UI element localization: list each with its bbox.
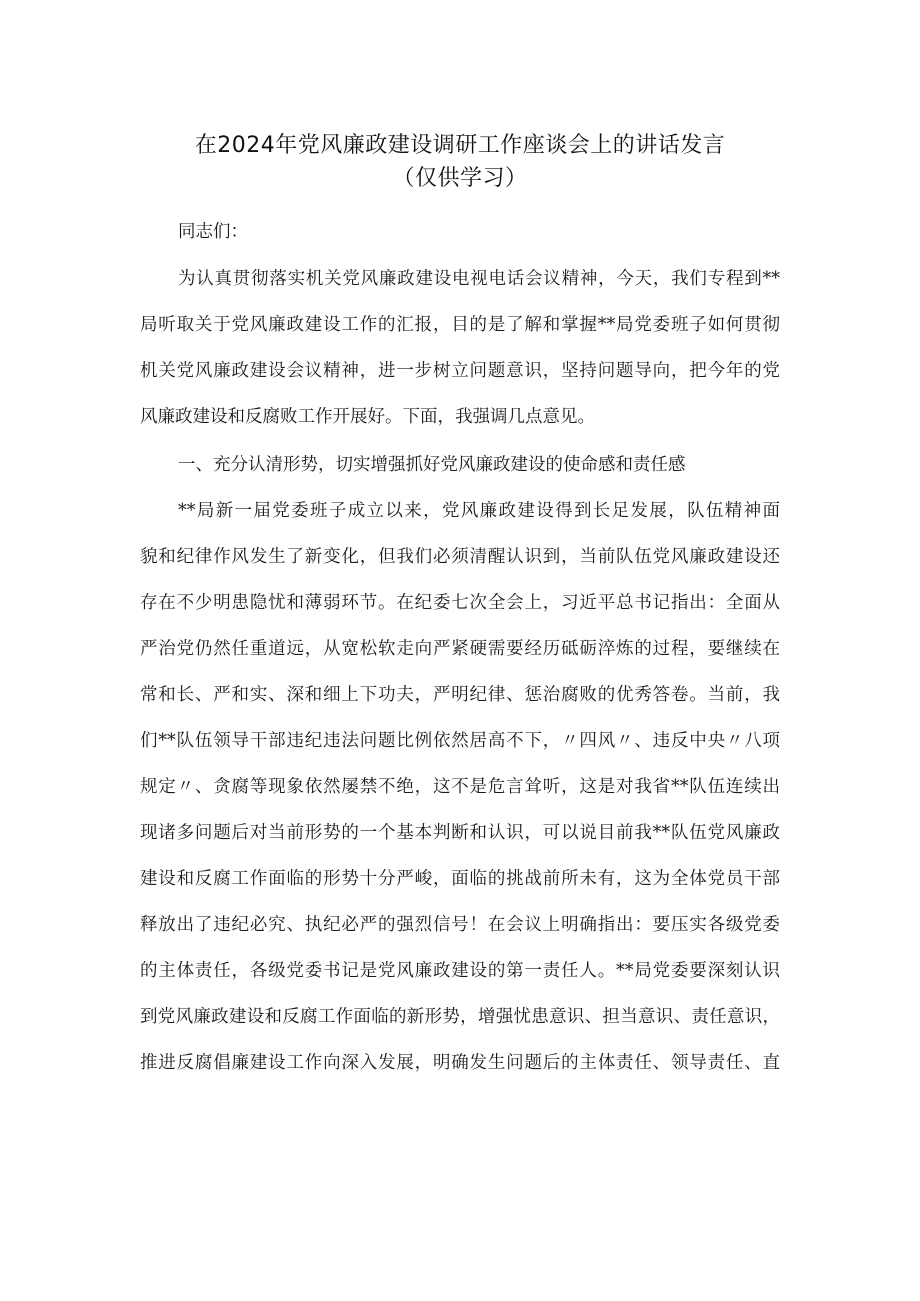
- document-title: 在2024年党风廉政建设调研工作座谈会上的讲话发言: [194, 133, 726, 158]
- text-line: 机关党风廉政建设会议精神，进一步树立问题意识，坚持问题导向，把今年的党: [140, 361, 780, 381]
- text-line: 貌和纪律作风发生了新变化，但我们必须清醒认识到，当前队伍党风廉政建设还: [140, 547, 780, 567]
- text-line: 推进反腐倡廉建设工作向深入发展，明确发生问题后的主体责任、领导责任、直: [140, 1053, 780, 1073]
- text-line: 现诸多问题后对当前形势的一个基本判断和认识，可以说目前我**队伍党风廉政: [140, 823, 780, 843]
- text-line: 们**队伍领导干部违纪违法问题比例依然居高不下，〃四风〃、违反中央〃八项: [140, 731, 780, 751]
- section-heading: 一、充分认清形势，切实增强抓好党风廉政建设的使命感和责任感: [178, 455, 686, 475]
- text-line: 到党风廉政建设和反腐工作面临的新形势，增强忧患意识、担当意识、责任意识，: [140, 1007, 780, 1027]
- text-line: 释放出了违纪必究、执纪必严的强烈信号！在会议上明确指出：要压实各级党委: [140, 915, 780, 935]
- salutation: 同志们：: [178, 222, 248, 242]
- text-line: 风廉政建设和反腐败工作开展好。下面，我强调几点意见。: [140, 407, 595, 427]
- text-line: **局新一届党委班子成立以来，党风廉政建设得到长足发展，队伍精神面: [178, 501, 780, 521]
- text-line: 存在不少明患隐忧和薄弱环节。在纪委七次全会上，习近平总书记指出：全面从: [140, 593, 780, 613]
- text-line: 局听取关于党风廉政建设工作的汇报，目的是了解和掌握**局党委班子如何贯彻: [140, 315, 780, 335]
- text-line: 严治党仍然任重道远，从宽松软走向严紧硬需要经历砥砺淬炼的过程，要继续在: [140, 639, 780, 659]
- document-subtitle: （仅供学习）: [392, 166, 528, 191]
- text-line: 为认真贯彻落实机关党风廉政建设电视电话会议精神，今天，我们专程到**: [178, 269, 780, 289]
- text-line: 规定〃、贪腐等现象依然屡禁不绝，这不是危言耸听，这是对我省**队伍连续出: [140, 777, 780, 797]
- text-line: 建设和反腐工作面临的形势十分严峻，面临的挑战前所未有，这为全体党员干部: [140, 869, 780, 889]
- text-line: 的主体责任，各级党委书记是党风廉政建设的第一责任人。**局党委要深刻认识: [140, 961, 780, 981]
- text-line: 常和长、严和实、深和细上下功夫，严明纪律、惩治腐败的优秀答卷。当前，我: [140, 685, 780, 705]
